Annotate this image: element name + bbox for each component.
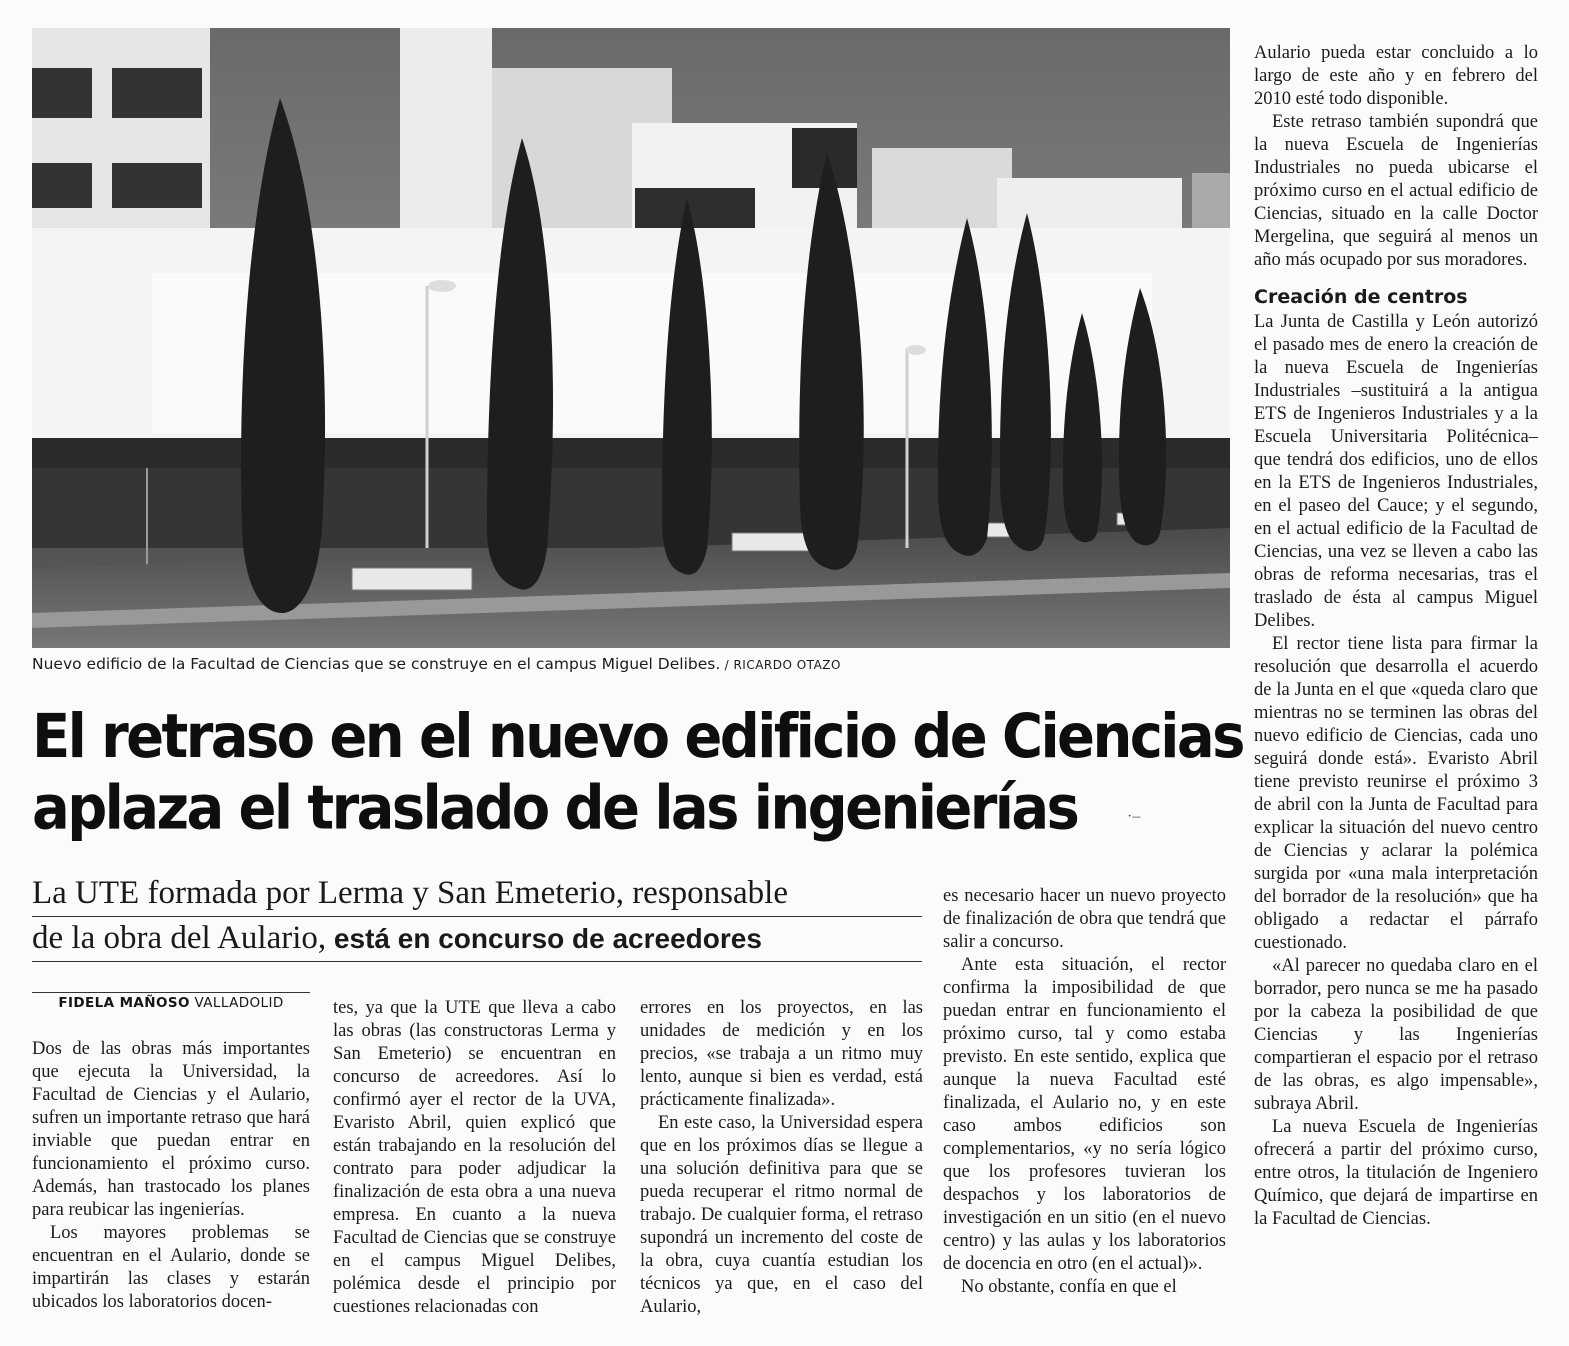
byline xyxy=(32,992,310,1011)
paragraph: Los mayores problemas se encuentran en el Aulario, donde se impartirán las clases y estarán ubicados los laboratorios docen- xyxy=(32,1223,310,1312)
photo-credit: / RICARDO OTAZO xyxy=(720,658,841,672)
paragraph: Dos de las obras más importantes que ejecuta la Universidad, la Facultad de Ciencias y el Aulario, sufren un importante retraso que hará inviable que puedan entrar en funcionamiento el próximo curso. Además, han trastocado los planes para reubicar las ingenierías. xyxy=(32,1039,310,1220)
paragraph: El rector tiene lista para firmar la resolución que desarrolla el acuerdo de la Junta en el que «queda claro que mientras no se terminen las obras del nuevo edificio de Ciencias, cada uno seguirá donde está». Evaristo Abril tiene previsto reunirse el próximo 3 de abril con la Junta de Facultad para explicar la situación del nuevo centro de Ciencias y aclarar la polémica surgida por «una mala interpretación del borrador de la resolución» que ha obligado a redactar el párrafo cuestionado. xyxy=(1254,634,1538,953)
article-column-5 xyxy=(1254,42,1538,1231)
paragraph: Aulario pueda estar concluido a lo largo de este año y en febrero del 2010 esté todo disponible. xyxy=(1254,43,1538,109)
headline-line-1: El retraso en el nuevo edificio de Ciencias xyxy=(32,702,1243,773)
paragraph: La nueva Escuela de Ingenierías ofrecerá a partir del próximo curso, entre otros, la titulación de Ingeniero Químico, que dejará de impartirse en la Facultad de Ciencias. xyxy=(1254,1117,1538,1229)
section-crosshead: Creación de centros xyxy=(1254,286,1468,308)
article-column-1 xyxy=(32,1038,310,1314)
paragraph: «Al parecer no quedaba claro en el borrador, pero nunca se me ha pasado por la cabeza la posibilidad de que Ciencias y las Ingenierías compartieran el espacio por el retraso de las obras, es algo impensable», subraya Abril. xyxy=(1254,956,1538,1114)
article-column-4 xyxy=(943,885,1226,1299)
paragraph: tes, ya que la UTE que lleva a cabo las obras (las constructoras Lerma y San Emeterio) se encuentran en concurso de acreedores. Así lo confirmó ayer el rector de la UVA, Evaristo Abril, quien explicó que están trabajando en la resolución del contrato para poder adjudicar la finalización de esta obra a una nueva empresa. En cuanto a la nueva Facultad de Ciencias que se construye en el campus Miguel Delibes, polémica desde el principio por cuestiones relacionadas con xyxy=(333,998,616,1317)
paragraph: es necesario hacer un nuevo proyecto de finalización de obra que tendrá que salir a concurso. xyxy=(943,886,1226,952)
paragraph: Este retraso también supondrá que la nueva Escuela de Ingenierías Industriales no pueda ubicarse el próximo curso en el actual edificio de Ciencias, situado en la calle Doctor Mergelina, que seguirá al menos un año más ocupado por sus moradores. xyxy=(1254,112,1538,270)
subheadline-line-1: La UTE formada por Lerma y San Emeterio, responsable xyxy=(32,872,922,917)
byline-place: VALLADOLID xyxy=(189,995,284,1011)
paragraph: No obstante, confía en que el xyxy=(961,1277,1177,1297)
campus-building-photo-icon xyxy=(32,28,1230,648)
margin-mark: ·– xyxy=(1127,808,1141,825)
caption-text: Nuevo edificio de la Facultad de Ciencias que se construye en el campus Miguel Delibes. xyxy=(32,655,721,673)
subheadline-plain: de la obra del Aulario, xyxy=(32,920,327,956)
article-column-3 xyxy=(640,997,923,1319)
paragraph: Ante esta situación, el rector confirma la imposibilidad de que puedan entrar en funcionamiento el próximo curso, tal y como estaba previsto. En este sentido, explica que aunque la nueva Facultad esté finalizada, el Aulario no, y en este caso ambos edificios son complementarios, «y no sería lógico que los profesores tuvieran los despachos y los laboratorios de investigación en un sitio (en el nuevo centro) y las aulas y los laboratorios de docencia en otro (en el actual)». xyxy=(943,955,1226,1274)
paragraph: En este caso, la Universidad espera que en los próximos días se llegue a una solución definitiva para que se pueda recuperar el ritmo normal de trabajo. De cualquier forma, el retraso supondrá un incremento del coste de la obra, cuya cuantía estudian los técnicos ya que, en el caso del Aulario, xyxy=(640,1113,923,1317)
paragraph: errores en los proyectos, en las unidades de medición y en los precios, «se trabaja a un ritmo muy lento, aunque si bien es verdad, está prácticamente finalizada». xyxy=(640,998,923,1110)
photo-caption xyxy=(32,655,1230,673)
subheadline xyxy=(32,872,922,962)
article-column-2 xyxy=(333,997,616,1319)
paragraph: La Junta de Castilla y León autorizó el pasado mes de enero la creación de la nueva Escuela de Ingenierías Industriales –sustituirá a la antigua ETS de Ingenieros Industriales y a la Escuela Universitaria Politécnica– que tendrá dos edificios, uno de ellos en la ETS de Ingenieros Industriales, en el paseo del Cauce; y el segundo, en el actual edificio de la Facultad de Ciencias, una vez se lleven a cabo las obras de reforma necesarias, tras el traslado de ésta al campus Miguel Delibes. xyxy=(1254,312,1538,631)
news-photo xyxy=(32,28,1230,648)
headline xyxy=(32,702,1243,845)
byline-author: FIDELA MAÑOSO xyxy=(58,995,190,1011)
subheadline-bold: está en concurso de acreedores xyxy=(326,923,762,954)
headline-line-2: aplaza el traslado de las ingenierías xyxy=(32,773,1078,844)
subheadline-line-2 xyxy=(32,917,922,962)
